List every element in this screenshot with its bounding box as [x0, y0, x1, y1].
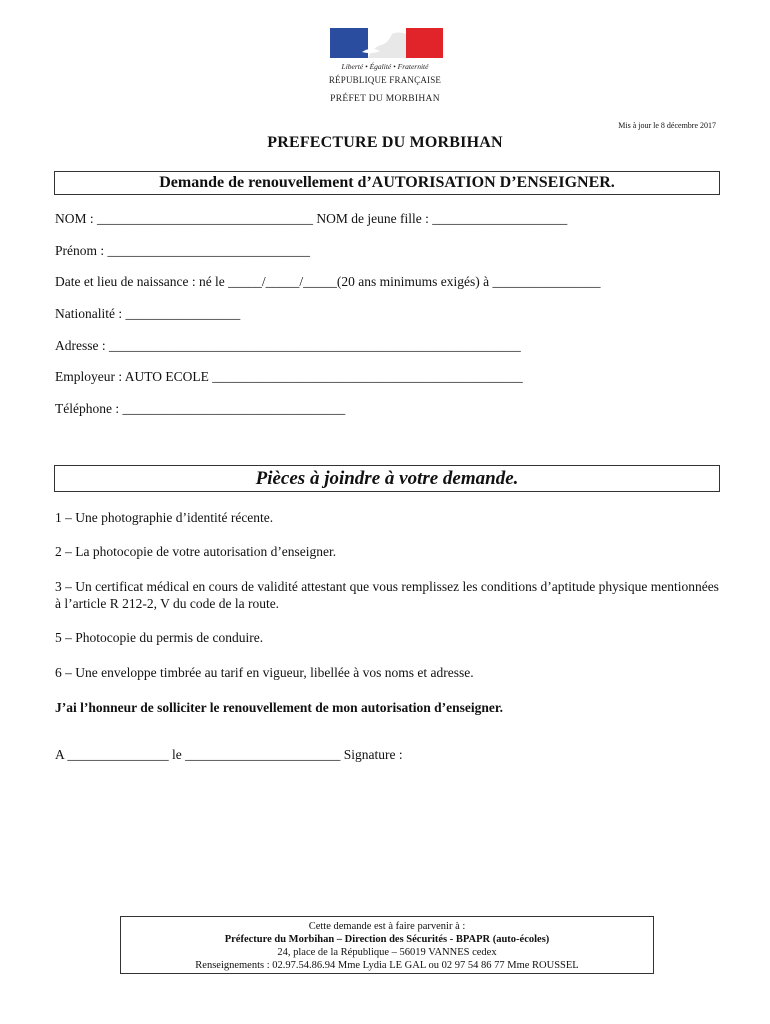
piece-item-5: 5 – Photocopie du permis de conduire.	[55, 630, 264, 645]
piece-item-6: 6 – Une enveloppe timbrée au tarif en vigueur, libellée à vos noms et adresse.	[55, 665, 474, 680]
telephone-field-line[interactable]: Téléphone : _________________________________	[55, 401, 346, 416]
footer-line-1: Cette demande est à faire parvenir à :	[308, 921, 466, 932]
form-title: Demande de renouvellement d’AUTORISATION D’ENSEIGNER.	[54, 171, 720, 195]
prefecture-title: PREFECTURE DU MORBIHAN	[267, 134, 503, 151]
logo-republique: RÉPUBLIQUE FRANÇAISE	[328, 75, 442, 85]
footer-address-box	[120, 916, 654, 974]
footer-line-3: 24, place de la République – 56019 VANNES cedex	[277, 947, 497, 958]
prenom-field-line[interactable]: Prénom : ______________________________	[55, 243, 310, 258]
piece-item-2: 2 – La photocopie de votre autorisation d’enseigner.	[55, 544, 337, 559]
footer-line-2: Préfecture du Morbihan – Direction des Sécurités - BPAPR (auto-écoles)	[224, 934, 550, 945]
update-date: Mis à jour le 8 décembre 2017	[618, 121, 716, 130]
logo-prefet: PRÉFET DU MORBIHAN	[330, 94, 440, 104]
flag-blue	[330, 28, 368, 58]
marianne-flag-icon	[306, 18, 464, 62]
nationalite-field-line[interactable]: Nationalité : _________________	[55, 306, 241, 321]
request-statement: J’ai l’honneur de solliciter le renouvellement de mon autorisation d’enseigner.	[55, 700, 503, 715]
pieces-title: Pièces à joindre à votre demande.	[54, 465, 720, 492]
marianne-logo	[306, 18, 464, 110]
employeur-field-line[interactable]: Employeur : AUTO ECOLE ______________________________________________	[55, 369, 523, 384]
adresse-field-line[interactable]: Adresse : _____________________________________________________________	[55, 338, 521, 353]
footer-line-4: Renseignements : 02.97.54.86.94 Mme Lydia LE GAL ou 02 97 54 86 77 Mme ROUSSEL	[195, 960, 579, 971]
piece-item-1: 1 – Une photographie d’identité récente.	[55, 510, 274, 525]
piece-item-3: 3 – Un certificat médical en cours de validité attestant que vous remplissez les conditions d’aptitude physique mentionnées à l’article R 212-2, V du code de la route.	[55, 579, 719, 611]
signature-line[interactable]: A _______________ le _______________________ Signature :	[55, 747, 403, 762]
flag-red	[406, 28, 443, 58]
naissance-field-line[interactable]: Date et lieu de naissance : né le _____/_____/_____(20 ans minimums exigés) à ________________	[55, 274, 601, 289]
nom-field-line[interactable]: NOM : ________________________________ NOM de jeune fille : ____________________	[55, 211, 568, 226]
logo-motto: Liberté • Égalité • Fraternité	[341, 62, 429, 71]
